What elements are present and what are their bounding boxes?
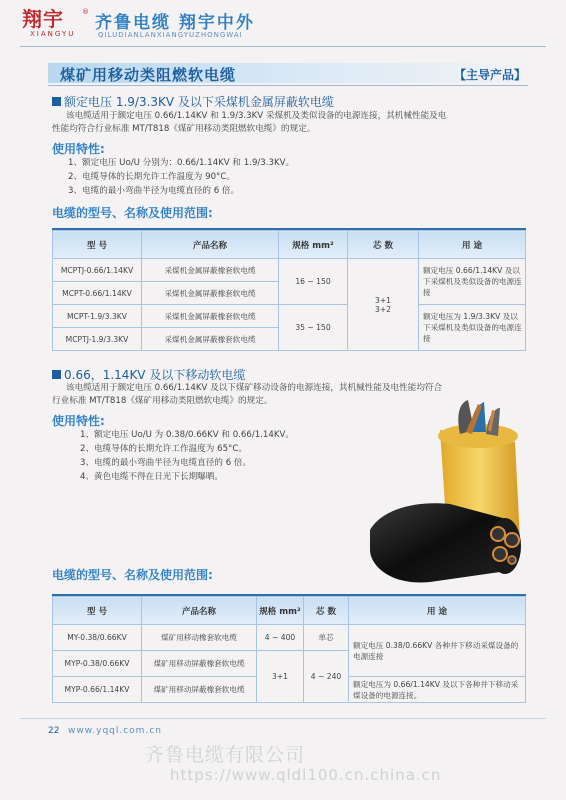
page-number: 22 [48, 726, 60, 736]
logo-text: 翔宇 [22, 7, 64, 31]
cell-model: MYP-0.38/0.66KV [53, 651, 142, 677]
cell-name: 煤矿用移动屏蔽橡套软电缆 [142, 651, 257, 677]
cell-model: MCPT-1.9/3.3KV [53, 305, 142, 328]
cell-name: 采煤机金属屏蔽橡套软电缆 [142, 305, 279, 328]
col-spec: 规格 mm² [257, 597, 304, 625]
cell-name: 采煤机金属屏蔽橡套软电缆 [142, 282, 279, 305]
square-bullet-icon [52, 370, 61, 379]
brand-name: 齐鲁电缆 翔宇中外 [95, 13, 255, 33]
cell-name: 采煤机金属屏蔽橡套软电缆 [142, 259, 279, 282]
section1-heading-text: 额定电压 1.9/3.3KV 及以下采煤机金属屏蔽软电缆 [64, 95, 334, 109]
feature-item: 1、额定电压 Uo/U 分别为：0.66/1.14KV 和 1.9/3.3KV。 [68, 158, 295, 168]
col-model: 型 号 [53, 231, 142, 259]
cell-model: MCPTJ-0.66/1.14KV [53, 259, 142, 282]
section2-table-heading: 电缆的型号、名称及使用范围: [52, 568, 213, 582]
table-row [53, 259, 526, 282]
feature-item: 4、黄色电缆不得在日光下长期曝晒。 [80, 472, 223, 482]
registered-mark: ® [82, 8, 89, 16]
feature-item: 3、电缆的最小弯曲半径为电缆直径的 6 倍。 [68, 186, 240, 196]
title-divider [48, 85, 528, 86]
company-logo [22, 8, 92, 42]
section1-features-list [68, 156, 294, 198]
section2-heading [52, 366, 245, 383]
col-usage: 用 途 [419, 231, 526, 259]
product-tag: 【主导产品】 [454, 68, 527, 82]
feature-item: 1、额定电压 Uo/U 为 0.38/0.66KV 和 0.66/1.14KV。 [80, 430, 294, 440]
feature-item: 3、电缆的最小弯曲半径为电缆直径的 6 倍。 [80, 458, 252, 468]
watermark-url: https://www.qldl100.cn.china.cn [170, 766, 442, 784]
cores-value: 3+1 [374, 295, 392, 305]
cell-model: MCPTJ-1.9/3.3KV [53, 328, 142, 351]
cell-usage: 额定电压 0.38/0.66KV 各种井下移动采煤设备的电源连接 [349, 625, 526, 677]
section1-table-heading: 电缆的型号、名称及使用范围: [52, 206, 213, 220]
cell-cores: 单芯 [304, 625, 349, 651]
section1-intro-2: 性能均符合行业标准 MT/T818《煤矿用移动类阻燃软电缆》的规定。 [52, 124, 316, 134]
cell-model: MYP-0.66/1.14KV [53, 677, 142, 703]
logo-subtext: XIANGYU [30, 30, 76, 38]
col-name: 产品名称 [142, 597, 257, 625]
brand-pinyin: QILUDIANLANXIANGYUZHONGWAI [98, 31, 243, 39]
section2-features-list [80, 428, 294, 484]
feature-item: 2、电缆导体的长期允许工作温度为 65°C。 [80, 444, 247, 454]
section1-heading [52, 93, 334, 110]
cell-cores [348, 259, 419, 351]
table2 [52, 596, 526, 703]
section2-intro-1: 该电缆适用于额定电压 0.66/1.14KV 及以下煤矿移动设备的电源连接，其机械性能及电性能均符合 [66, 383, 443, 393]
table-row [53, 305, 526, 328]
cable-illustration [370, 400, 540, 600]
header-divider [20, 46, 546, 47]
footer-divider [20, 718, 546, 719]
col-spec: 规格 mm² [279, 231, 348, 259]
page-title: 煤矿用移动类阻燃软电缆 [60, 66, 237, 84]
cell-model: MY-0.38/0.66KV [53, 625, 142, 651]
section1-intro-1: 该电缆适用于额定电压 0.66/1.14KV 和 1.9/3.3KV 采煤机及类似设备的电源连接，其机械性能及电 [66, 111, 447, 121]
cell-cores: 3+1 [257, 651, 304, 703]
col-cores: 芯 数 [304, 597, 349, 625]
cell-spec: 4 ~ 240 [304, 651, 349, 703]
cell-spec: 35 ~ 150 [279, 305, 348, 351]
cell-usage: 额定电压 0.66/1.14KV 及以下采煤机及类似设备的电源连接 [419, 259, 526, 305]
square-bullet-icon [52, 97, 61, 106]
col-model: 型 号 [53, 597, 142, 625]
cores-value: 3+2 [374, 304, 392, 314]
cell-name: 煤矿用移动橡套软电缆 [142, 625, 257, 651]
website-url: www.yqql.com.cn [68, 726, 162, 736]
cell-name: 煤矿用移动屏蔽橡套软电缆 [142, 677, 257, 703]
table-row [53, 625, 526, 651]
section2-intro-2: 行业标准 MT/T818《煤矿用移动类阻燃软电缆》的规定。 [52, 396, 273, 406]
col-usage: 用 途 [349, 597, 526, 625]
cell-spec: 16 ~ 150 [279, 259, 348, 305]
table1 [52, 230, 526, 351]
col-cores: 芯 数 [348, 231, 419, 259]
section2-features-heading: 使用特性: [52, 414, 105, 428]
cell-name: 采煤机金属屏蔽橡套软电缆 [142, 328, 279, 351]
cell-model: MCPT-0.66/1.14KV [53, 282, 142, 305]
section2-heading-text: 0.66，1.14KV 及以下移动软电缆 [64, 368, 246, 382]
section1-features-heading: 使用特性: [52, 142, 105, 156]
cell-usage: 额定电压为 0.66/1.14KV 及以下各种井下移动采煤设备的电源连接。 [349, 677, 526, 703]
cell-usage: 额定电压为 1.9/3.3KV 及以下采煤机及类似设备的电源连接 [419, 305, 526, 351]
feature-item: 2、电缆导体的长期允许工作温度为 90°C。 [68, 172, 235, 182]
col-name: 产品名称 [142, 231, 279, 259]
watermark-company: 齐鲁电缆有限公司 [145, 744, 306, 766]
cell-spec: 4 ~ 400 [257, 625, 304, 651]
